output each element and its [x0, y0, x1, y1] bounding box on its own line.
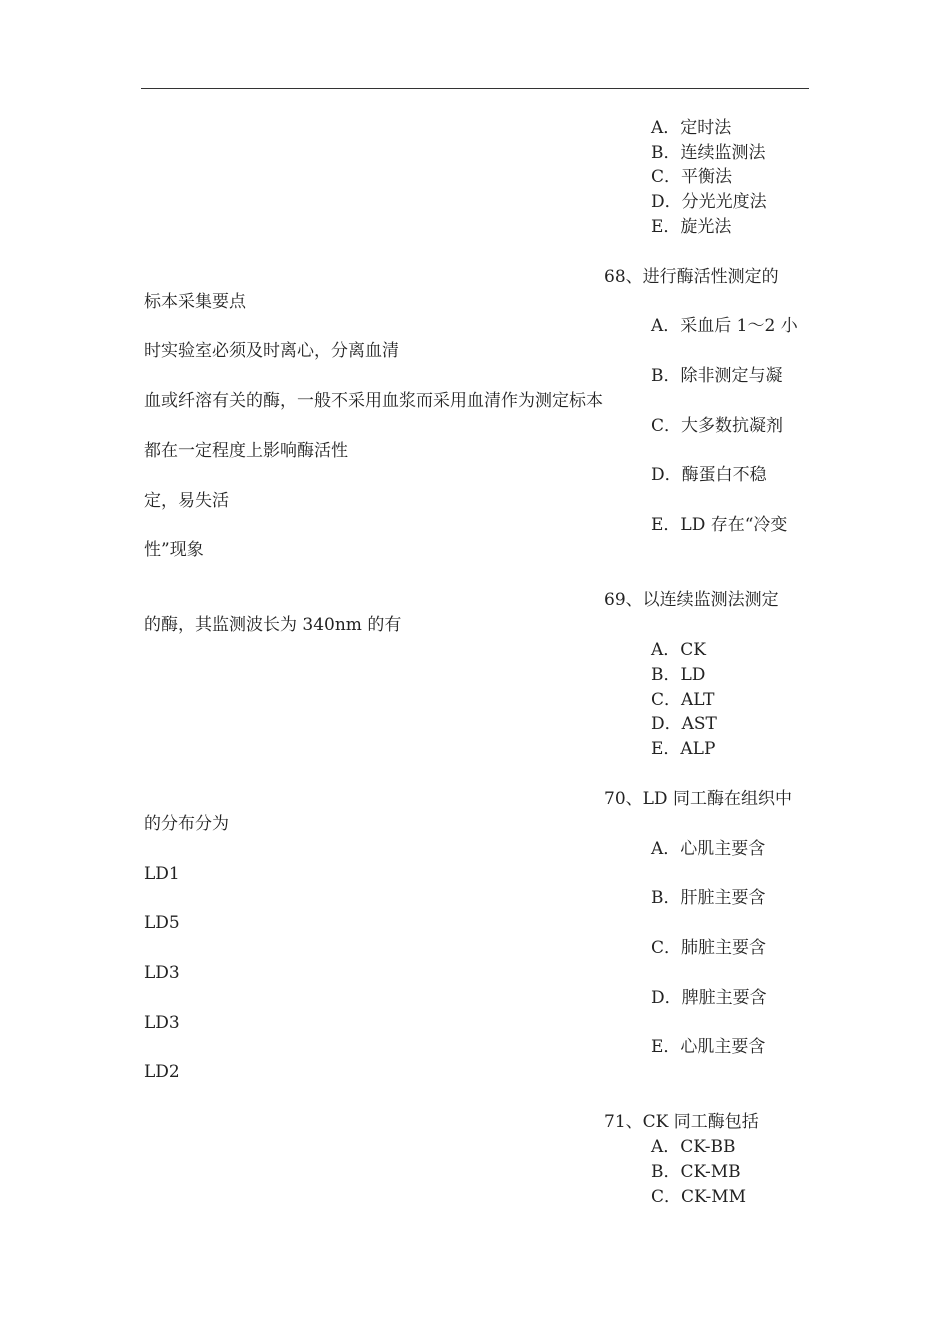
q68-option-a-continuation: 时实验室必须及时离心，分离血清 — [144, 341, 399, 361]
q69-option-b: B．LD — [651, 665, 706, 685]
q68-option-d-continuation: 定，易失活 — [144, 491, 229, 511]
q68-option-c-continuation: 都在一定程度上影响酶活性 — [144, 441, 348, 461]
q68-option-a: A．采血后 1～2 小 — [651, 316, 798, 336]
q68-option-b-continuation: 血或纤溶有关的酶，一般不采用血浆而采用血清作为测定标本 — [144, 391, 603, 411]
q69-option-a: A．CK — [651, 640, 706, 660]
q68-stem: 68、进行酶活性测定的 — [604, 267, 779, 287]
q67-option-b: B．连续监测法 — [651, 143, 766, 163]
q67-option-d: D．分光光度法 — [651, 192, 767, 212]
q69-option-e: E．ALP — [651, 739, 716, 759]
q70-option-a-answer: LD1 — [144, 864, 180, 884]
q68-stem-continuation: 标本采集要点 — [144, 292, 246, 312]
q70-option-c-answer: LD3 — [144, 963, 180, 983]
q71-option-b: B．CK-MB — [651, 1162, 741, 1182]
q70-option-c: C．肺脏主要含 — [651, 938, 767, 958]
q69-option-c: C．ALT — [651, 690, 715, 710]
q71-option-c: C．CK-MM — [651, 1187, 747, 1207]
q70-option-b: B．肝脏主要含 — [651, 888, 766, 908]
q70-option-b-answer: LD5 — [144, 913, 180, 933]
q71-stem: 71、CK 同工酶包括 — [604, 1112, 759, 1132]
q67-option-c: C．平衡法 — [651, 167, 733, 187]
q70-option-e: E．心肌主要含 — [651, 1037, 766, 1057]
q68-option-b: B．除非测定与凝 — [651, 366, 783, 386]
q70-option-a: A．心肌主要含 — [651, 839, 766, 859]
q70-stem-continuation: 的分布分为 — [144, 814, 229, 834]
q69-stem-continuation: 的酶，其监测波长为 340nm 的有 — [144, 615, 402, 635]
q70-option-d: D．脾脏主要含 — [651, 988, 767, 1008]
q68-option-e: E．LD 存在“冷变 — [651, 515, 788, 535]
q67-option-a: A．定时法 — [651, 118, 732, 138]
q71-option-a: A．CK-BB — [651, 1137, 736, 1157]
q68-option-c: C．大多数抗凝剂 — [651, 416, 784, 436]
header-rule — [141, 88, 809, 89]
q67-option-e: E．旋光法 — [651, 217, 732, 237]
q70-stem: 70、LD 同工酶在组织中 — [604, 789, 792, 809]
q69-option-d: D．AST — [651, 714, 717, 734]
q68-option-d: D．酶蛋白不稳 — [651, 465, 767, 485]
q69-stem: 69、以连续监测法测定 — [604, 590, 779, 610]
q70-option-e-answer: LD2 — [144, 1062, 180, 1082]
q70-option-d-answer: LD3 — [144, 1013, 180, 1033]
q68-option-e-continuation: 性”现象 — [144, 540, 204, 560]
